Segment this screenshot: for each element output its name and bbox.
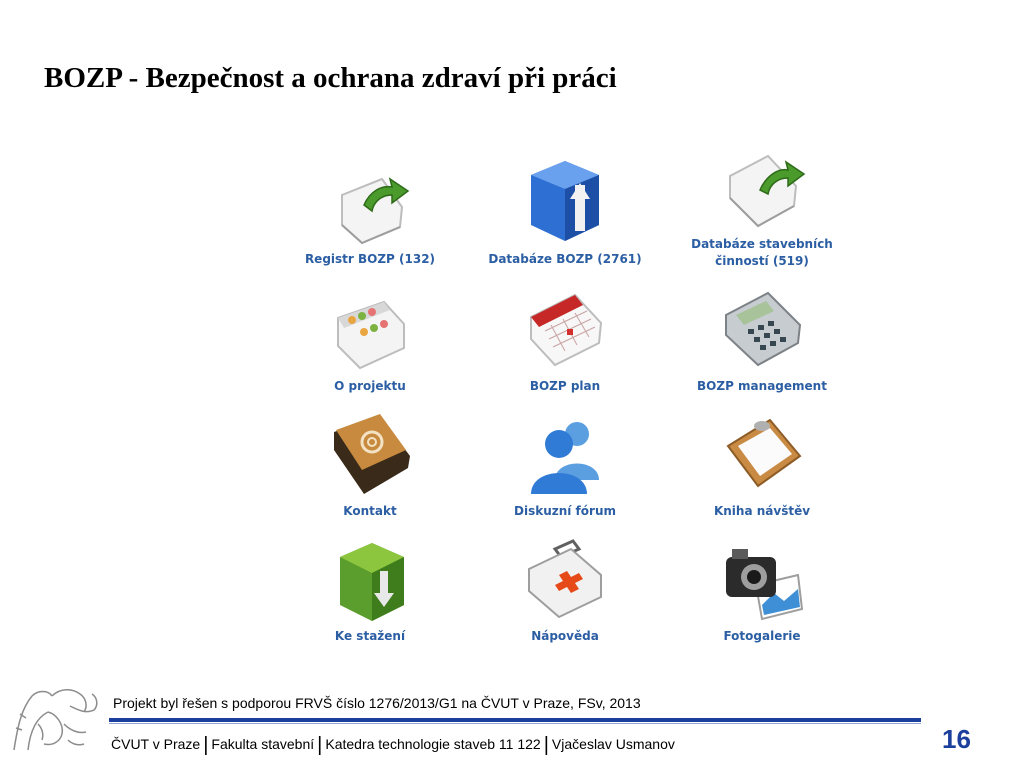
tile-label: Kniha návštěv — [713, 504, 811, 518]
footer-university: ČVUT v Praze — [111, 736, 201, 752]
tile-label: Databáze stavebních činností (519) — [691, 237, 833, 268]
tile-kniha-navstev[interactable] — [677, 410, 847, 528]
footer-divider — [109, 718, 921, 722]
tile-kontakt[interactable] — [285, 410, 455, 528]
document-arrow-icon — [320, 165, 420, 255]
tile-label: Fotogalerie — [723, 629, 801, 643]
tile-bozp-plan[interactable] — [480, 285, 650, 403]
footer-project-note: Projekt byl řešen s podporou FRVŠ číslo 1276/2013/G1 na ČVUT v Praze, FSv, 2013 — [113, 695, 641, 711]
footer-faculty: Fakulta stavební — [211, 736, 315, 752]
clipboard-icon — [712, 410, 812, 500]
tile-label: BOZP management — [697, 379, 827, 393]
footer-separator: | — [317, 734, 323, 756]
tile-label: Ke stažení — [334, 629, 406, 643]
users-icon — [515, 410, 615, 500]
footer-divider-thin — [109, 723, 921, 724]
first-aid-kit-icon — [515, 535, 615, 625]
tile-label: Kontakt — [343, 504, 397, 518]
database-book-icon — [515, 155, 615, 245]
tile-label: Databáze BOZP (2761) — [488, 252, 642, 266]
calendar-icon — [515, 285, 615, 375]
tile-label: Registr BOZP (132) — [304, 252, 436, 266]
tile-diskuzni-forum[interactable] — [480, 410, 650, 528]
document-arrow-icon — [712, 150, 812, 240]
download-box-icon — [320, 535, 420, 625]
tile-label: Diskuzní fórum — [514, 504, 616, 518]
tile-o-projektu[interactable] — [285, 290, 455, 408]
tile-databaze-stavebnich-cinnosti[interactable] — [677, 150, 847, 268]
tile-ke-stazeni[interactable] — [285, 535, 455, 653]
tile-label: O projektu — [334, 379, 406, 393]
address-book-icon — [320, 410, 420, 500]
tile-napoveda[interactable] — [480, 535, 650, 653]
calculator-icon — [712, 285, 812, 375]
camera-photo-icon — [712, 535, 812, 625]
info-window-icon — [320, 290, 420, 380]
tile-label: BOZP plan — [529, 379, 601, 393]
tile-fotogalerie[interactable] — [677, 535, 847, 653]
tile-label: Nápověda — [531, 629, 599, 643]
page-number: 16 — [942, 724, 971, 754]
tile-registr-bozp[interactable] — [285, 165, 455, 283]
footer-separator: | — [543, 734, 549, 756]
cvut-lion-logo-icon — [8, 684, 104, 756]
tile-databaze-bozp[interactable] — [480, 155, 650, 273]
slide-title: BOZP - Bezpečnost a ochrana zdraví při práci — [44, 62, 617, 94]
footer-affiliation — [111, 734, 675, 757]
tile-bozp-management[interactable] — [677, 285, 847, 403]
footer-author: Vjačeslav Usmanov — [551, 736, 675, 752]
footer-department: Katedra technologie staveb 11 122 — [325, 736, 541, 752]
footer-separator: | — [203, 734, 209, 756]
